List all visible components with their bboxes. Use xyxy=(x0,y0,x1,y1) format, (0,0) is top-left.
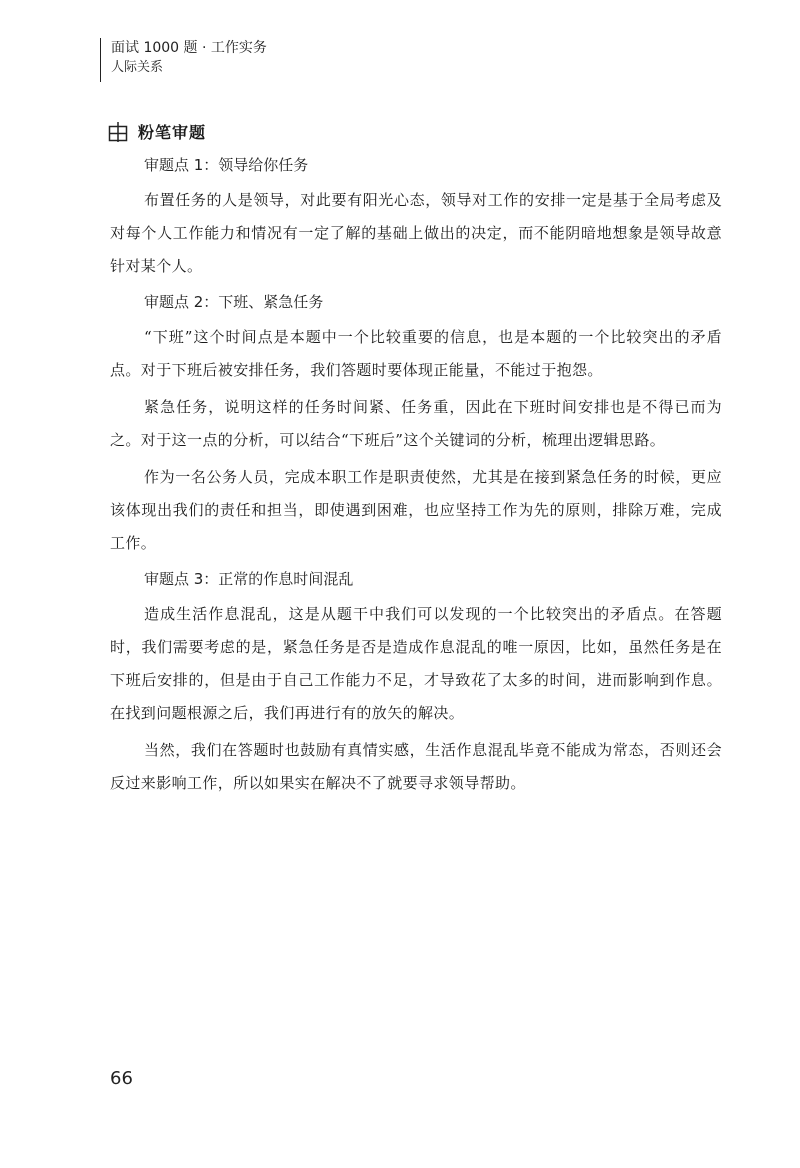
paragraph: “下班”这个时间点是本题中一个比较重要的信息，也是本题的一个比较突出的矛盾点。对于下班后被安排任务，我们答题时要体现正能量，不能过于抱怨。 xyxy=(110,328,722,379)
section-title: 粉笔审题 xyxy=(138,123,207,142)
point-heading: 审题点 1：领导给你任务 xyxy=(144,156,309,174)
square-pin-icon xyxy=(108,121,128,143)
book-title: 面试 1000 题 · 工作实务 xyxy=(111,40,267,56)
point-block-2 xyxy=(110,287,722,560)
paragraph: 当然，我们在答题时也鼓励有真情实感，生活作息混乱毕竟不能成为常态，否则还会反过来影响工作，所以如果实在解决不了就要寻求领导帮助。 xyxy=(110,741,722,792)
chapter-subtitle: 人际关系 xyxy=(111,60,164,75)
paragraph: 作为一名公务人员，完成本职工作是职责使然，尤其是在接到紧急任务的时候，更应该体现出我们的责任和担当，即使遇到困难，也应坚持工作为先的原则，排除万难，完成工作。 xyxy=(110,468,722,552)
paragraph: 布置任务的人是领导，对此要有阳光心态，领导对工作的安排一定是基于全局考虑及对每个人工作能力和情况有一定了解的基础上做出的决定，而不能阴暗地想象是领导故意针对某个人。 xyxy=(110,191,722,275)
point-block-3 xyxy=(110,564,722,800)
point-heading: 审题点 3：正常的作息时间混乱 xyxy=(144,570,354,588)
section-heading xyxy=(108,120,206,143)
page-number: 66 xyxy=(110,1068,133,1089)
running-header xyxy=(100,38,267,82)
point-block-1 xyxy=(110,150,722,283)
main-content xyxy=(110,150,722,804)
paragraph: 紧急任务，说明这样的任务时间紧、任务重，因此在下班时间安排也是不得已而为之。对于这一点的分析，可以结合“下班后”这个关键词的分析，梳理出逻辑思路。 xyxy=(110,398,722,449)
point-heading: 审题点 2：下班、紧急任务 xyxy=(144,293,324,311)
paragraph: 造成生活作息混乱，这是从题干中我们可以发现的一个比较突出的矛盾点。在答题时，我们需要考虑的是，紧急任务是否是造成作息混乱的唯一原因，比如，虽然任务是在下班后安排的，但是由于自己工作能力不足，才导致花了太多的时间，进而影响到作息。在找到问题根源之后，我们再进行有的放矢的解决。 xyxy=(110,605,722,722)
